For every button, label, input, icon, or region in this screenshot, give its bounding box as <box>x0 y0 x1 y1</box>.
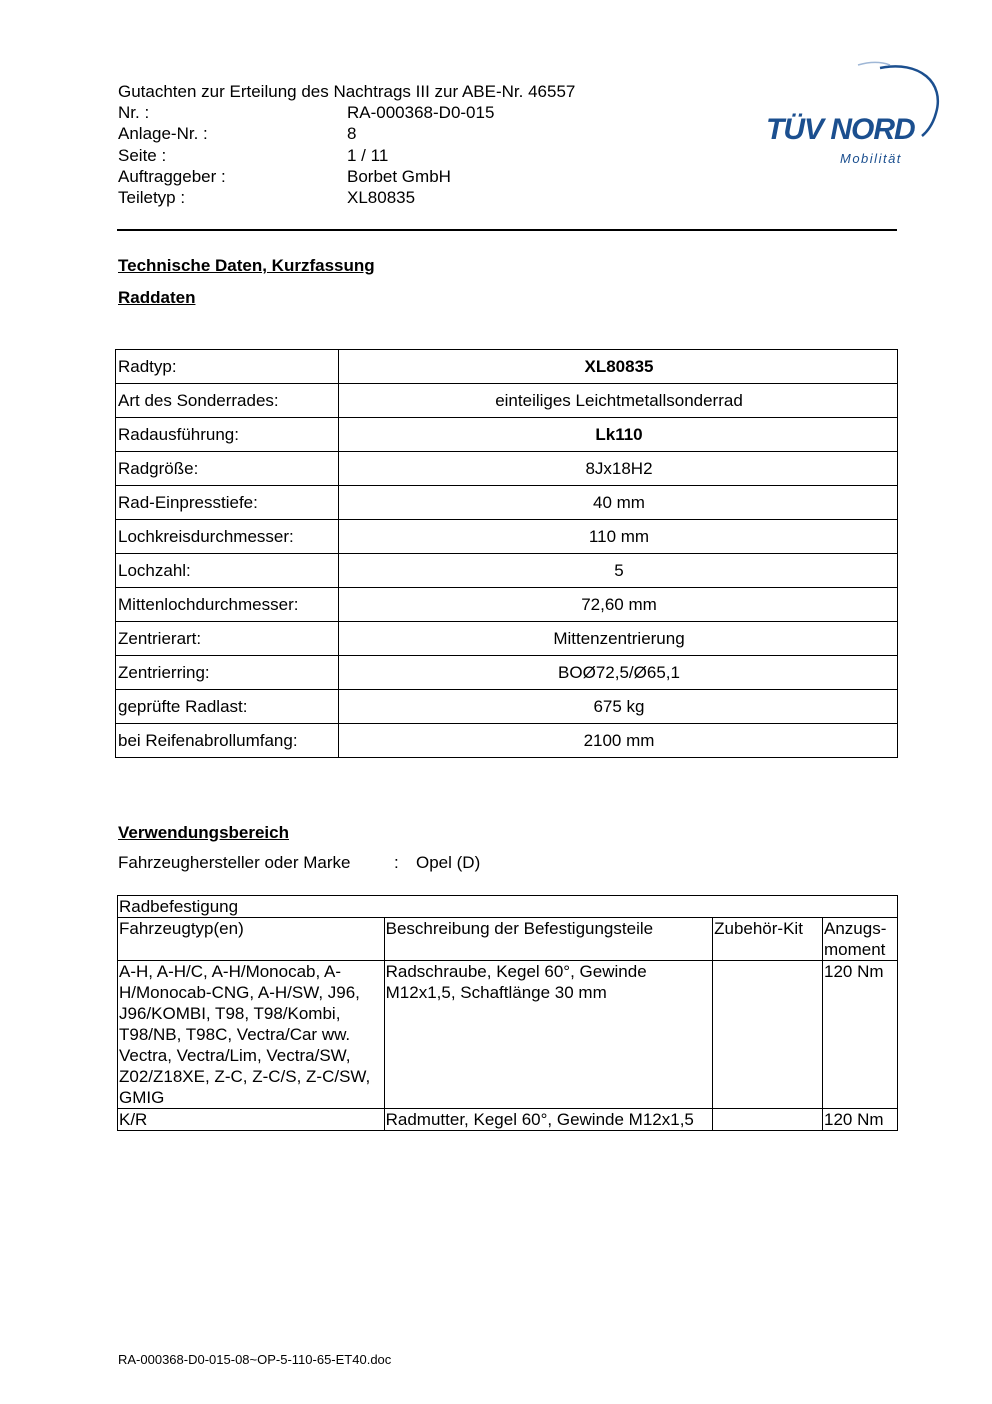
manufacturer-label: Fahrzeughersteller oder Marke <box>118 853 351 872</box>
header-value: 1 / 11 <box>347 146 389 165</box>
row-value: einteiliges Leichtmetallsonderrad <box>339 384 898 418</box>
table-row <box>116 520 898 554</box>
manufacturer-separator: : <box>394 853 399 872</box>
logo-brand-text: TÜV NORD <box>766 113 915 146</box>
wheel-data-table <box>115 349 898 758</box>
logo-sub-text: Mobilität <box>840 151 902 166</box>
row-label: Radausführung: <box>116 418 339 452</box>
table-row <box>116 656 898 690</box>
row-label: bei Reifenabrollumfang: <box>116 724 339 758</box>
row-value: 5 <box>339 554 898 588</box>
column-header: Fahrzeugtyp(en) <box>118 918 385 961</box>
row-value: 8Jx18H2 <box>339 452 898 486</box>
header-label: Anlage-Nr. : <box>118 124 208 143</box>
vehicle-types-cell: A-H, A-H/C, A-H/Monocab, A-H/Monocab-CNG, A-H/SW, J96, J96/KOMBI, T98, T98/Kombi, T98/NB, T98C, Vectra/Car ww. Vectra, Vectra/Lim, Vectra/SW, Z02/Z18XE, Z-C, Z-C/S, Z-C/SW, GMIG <box>118 961 385 1109</box>
logo-arc-light <box>858 62 890 65</box>
section-heading-usage: Verwendungsbereich <box>118 823 289 842</box>
kit-cell <box>713 1109 823 1131</box>
vehicle-types-cell: K/R <box>118 1109 385 1131</box>
section-heading-wheel: Raddaten <box>118 288 196 307</box>
header-divider <box>117 229 897 231</box>
row-value: Mittenzentrierung <box>339 622 898 656</box>
header-value: XL80835 <box>347 188 416 207</box>
header-value: 8 <box>347 124 357 143</box>
row-label: Radtyp: <box>116 350 339 384</box>
section-heading-technical: Technische Daten, Kurzfassung <box>118 256 375 275</box>
fixing-table <box>117 895 898 1131</box>
header-label: Teiletyp : <box>118 188 186 207</box>
header-value: Borbet GmbH <box>347 167 451 186</box>
header-row-anlage <box>118 123 638 144</box>
tuev-nord-logo <box>760 58 945 173</box>
fixing-header-row <box>118 918 898 961</box>
row-value: 2100 mm <box>339 724 898 758</box>
header-row-auftraggeber <box>118 166 638 187</box>
row-label: Rad-Einpresstiefe: <box>116 486 339 520</box>
header-row-seite <box>118 145 638 166</box>
table-row <box>116 690 898 724</box>
table-row <box>118 1109 898 1131</box>
manufacturer-value: Opel (D) <box>416 853 481 872</box>
table-row <box>116 418 898 452</box>
row-value: 110 mm <box>339 520 898 554</box>
header-label: Nr. : <box>118 103 150 122</box>
row-label: Zentrierring: <box>116 656 339 690</box>
header-value: RA-000368-D0-015 <box>347 103 495 122</box>
row-value: XL80835 <box>339 350 898 384</box>
row-label: Lochkreisdurchmesser: <box>116 520 339 554</box>
kit-cell <box>713 961 823 1109</box>
manufacturer-line <box>118 852 480 873</box>
torque-cell: 120 Nm <box>823 961 898 1109</box>
fastener-description-cell: Radschraube, Kegel 60°, Gewinde M12x1,5, Schaftlänge 30 mm <box>384 961 712 1109</box>
table-row <box>118 961 898 1109</box>
table-row <box>116 724 898 758</box>
row-label: Mittenlochdurchmesser: <box>116 588 339 622</box>
header-row-nr <box>118 102 638 123</box>
table-row <box>116 588 898 622</box>
row-label: geprüfte Radlast: <box>116 690 339 724</box>
row-label: Radgröße: <box>116 452 339 486</box>
torque-cell: 120 Nm <box>823 1109 898 1131</box>
fixing-title-row <box>118 896 898 918</box>
report-title: Gutachten zur Erteilung des Nachtrags III zur ABE-Nr. 46557 <box>118 82 576 101</box>
row-label: Lochzahl: <box>116 554 339 588</box>
table-row <box>116 384 898 418</box>
column-header: Beschreibung der Befestigungsteile <box>384 918 712 961</box>
table-row <box>116 486 898 520</box>
column-header: Anzugs-moment <box>823 918 898 961</box>
row-label: Art des Sonderrades: <box>116 384 339 418</box>
column-header: Zubehör-Kit <box>713 918 823 961</box>
row-value: Lk110 <box>339 418 898 452</box>
fastener-description-cell: Radmutter, Kegel 60°, Gewinde M12x1,5 <box>384 1109 712 1131</box>
footer-filename: RA-000368-D0-015-08~OP-5-110-65-ET40.doc <box>118 1352 392 1367</box>
header-label: Seite : <box>118 146 167 165</box>
table-row <box>116 452 898 486</box>
row-value: 72,60 mm <box>339 588 898 622</box>
row-value: 40 mm <box>339 486 898 520</box>
row-value: BOØ72,5/Ø65,1 <box>339 656 898 690</box>
row-value: 675 kg <box>339 690 898 724</box>
header-label: Auftraggeber : <box>118 167 226 186</box>
table-row <box>116 350 898 384</box>
fixing-title: Radbefestigung <box>118 896 898 918</box>
table-row <box>116 554 898 588</box>
header-row-teiletyp <box>118 187 638 208</box>
row-label: Zentrierart: <box>116 622 339 656</box>
table-row <box>116 622 898 656</box>
